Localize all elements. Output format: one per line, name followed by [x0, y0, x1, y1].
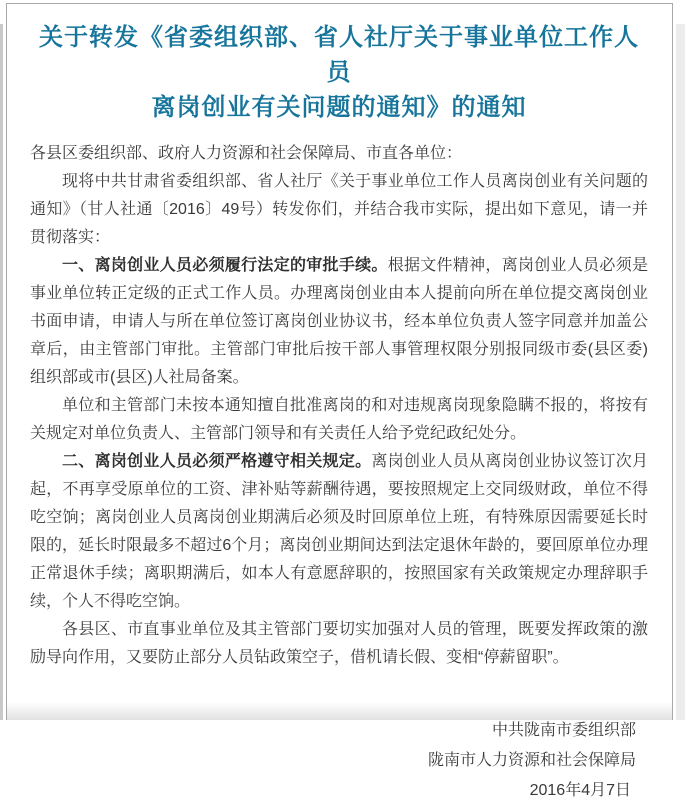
signature-org-2: 陇南市人力资源和社会保障局 [427, 752, 636, 769]
closing-paragraph: 各县区、市直事业单位及其主管部门要切实加强对人员的管理，既要发挥政策的激励导向作用，又要防止部分人员钻政策空子，借机请长假、变相“停薪留职”。 [30, 621, 648, 666]
signature-date: 2016年4月7日 [529, 782, 631, 799]
section-1-heading: 一、离岗创业人员必须履行法定的审批手续。 [62, 257, 388, 274]
signature-org-1: 中共陇南市委组织部 [491, 722, 636, 739]
page-title-line-1: 关于转发《省委组织部、省人社厅关于事业单位工作人员 [39, 24, 639, 86]
section-1-body: 根据文件精神，离岗创业人员必须是事业单位转正定级的正式工作人员。办理离岗创业由本人提前向所在单位提交离岗创业书面申请，申请人与所在单位签订离岗创业协议书，经本单位负责人签字同意并加盖公章后，由主管部门审批。主管部门审批后按干部人事管理权限分别报同级市委(县区委)组织部或市(县区)人社局备案。 [30, 257, 648, 386]
intro-paragraph: 现将中共甘肃省委组织部、省人社厅《关于事业单位工作人员离岗创业有关问题的通知》（甘人社通〔2016〕49号）转发你们，并结合我市实际，提出如下意见，请一并贯彻落实： [30, 173, 648, 246]
page-title [30, 20, 648, 125]
document-body [30, 140, 648, 672]
section-2-body: 离岗创业人员从离岗创业协议签订次月起，不再享受原单位的工资、津补贴等薪酬待遇，要按照规定上交同级财政，单位不得吃空饷；离岗创业人员离岗创业期满后必须及时回原单位上班，有特殊原因需要延长时限的，延长时限最多不超过6个月；离岗创业期间达到法定退休年龄的，要回原单位办理正常退休手续；离职期满后，如本人有意愿辞职的，按照国家有关政策规定办理辞职手续，个人不得吃空饷。 [30, 453, 648, 610]
left-edge-strip [0, 24, 3, 720]
section-2-heading: 二、离岗创业人员必须严格遵守相关规定。 [62, 453, 372, 470]
signature-block [30, 716, 648, 806]
page-title-line-2: 离岗创业有关问题的通知》的通知 [151, 94, 527, 121]
section-2-paragraph [30, 448, 648, 616]
document-content [7, 4, 672, 806]
section-1-penalty-paragraph: 单位和主管部门未按本通知擅自批准离岗的和对违规离岗现象隐瞒不报的，将按有关规定对单位负责人、主管部门领导和有关责任人给予党纪政纪处分。 [30, 397, 648, 442]
document-paper [6, 3, 673, 799]
section-1-paragraph [30, 252, 648, 392]
right-edge-gutter [676, 24, 685, 720]
salutation-line: 各县区委组织部、政府人力资源和社会保障局、市直各单位： [30, 145, 463, 162]
